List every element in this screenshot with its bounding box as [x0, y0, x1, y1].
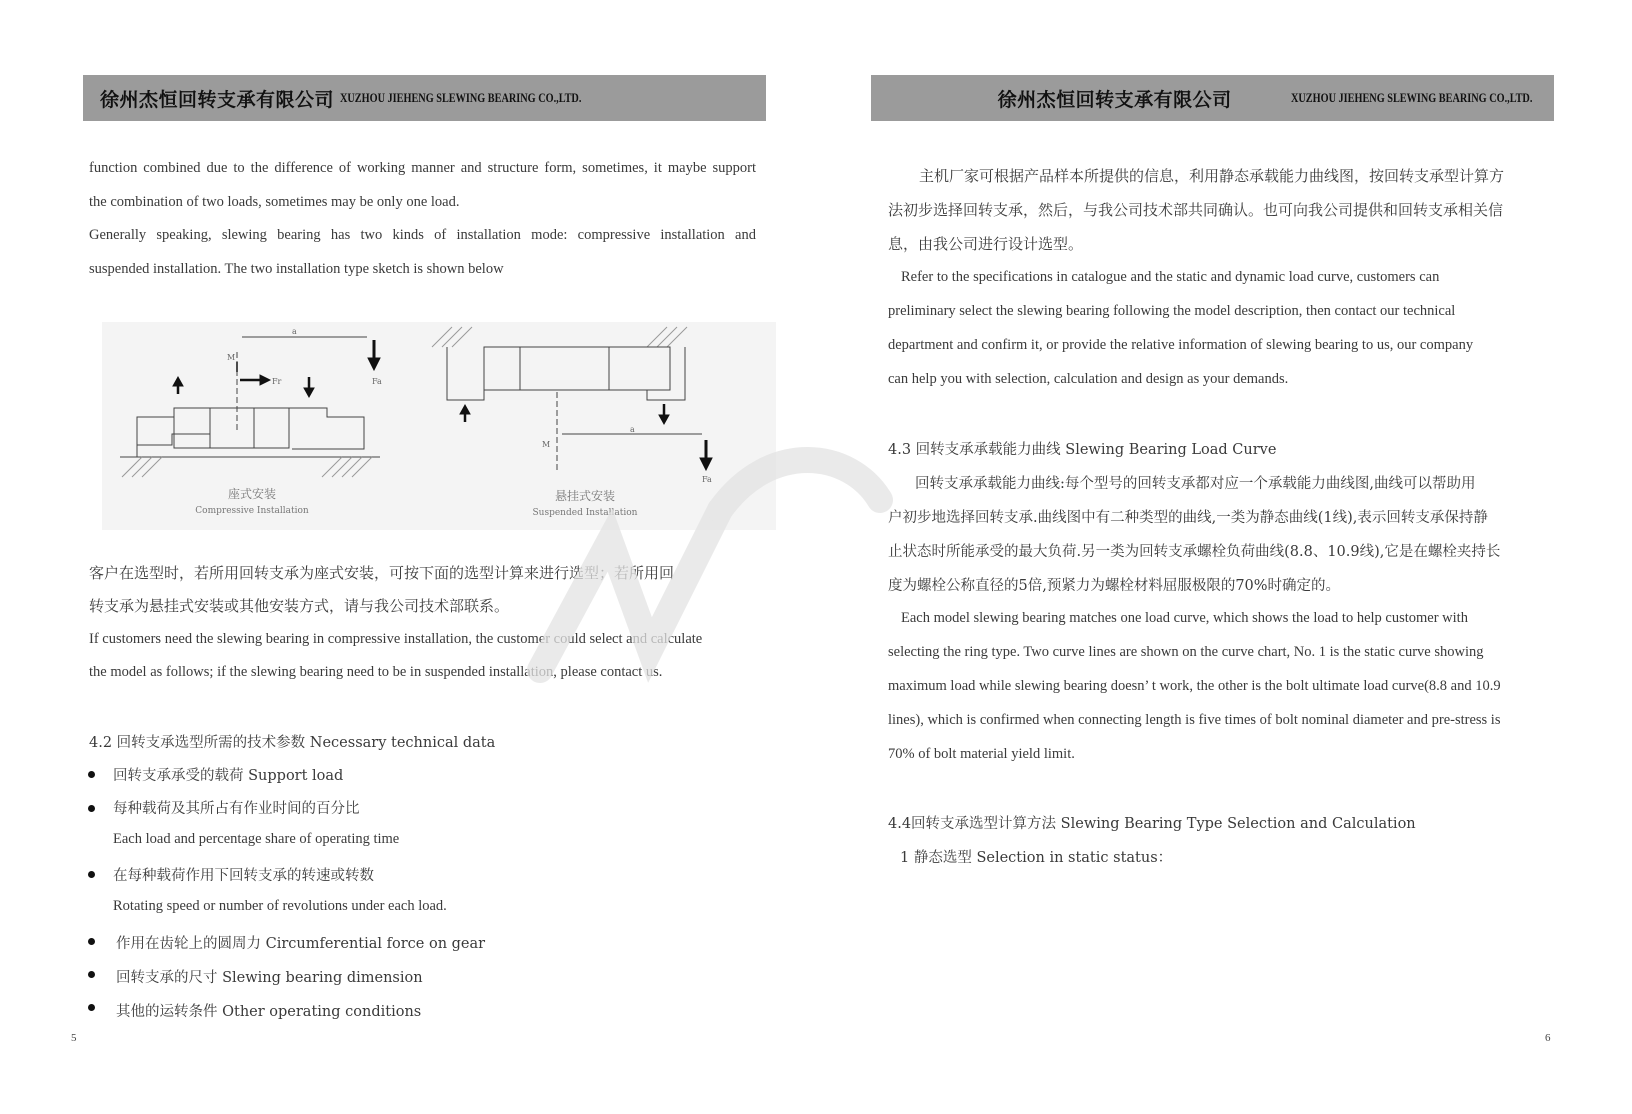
installation-sketch-figure [102, 322, 776, 530]
text-line: Refer to the specifications in catalogue and the static and dynamic load curve, customers can [901, 269, 1440, 285]
bearing-inner-ring [289, 408, 364, 449]
text-line: 法初步选择回转支承，然后，与我公司技术部共同确认。也可向我公司提供和回转支承相关信 [888, 201, 1504, 219]
text-line: the model as follows; if the slewing bearing need to be in suspended installation, please contact us. [89, 664, 663, 680]
label-m: M [227, 353, 236, 362]
text-line: suspended installation. The two installation type sketch is shown below [89, 261, 504, 277]
list-item: 作用在齿轮上的圆周力 Circumferential force on gear [116, 936, 486, 952]
text-line: can help you with selection, calculation and design as your demands. [888, 371, 1289, 387]
page-header-left [83, 75, 766, 121]
label-a: a [292, 327, 297, 336]
page-number: 6 [1545, 1032, 1551, 1044]
company-name-cn: 徐州杰恒回转支承有限公司 [100, 88, 335, 111]
page-header-right [871, 75, 1554, 121]
label-fr: Fr [272, 377, 282, 386]
label-fa: Fa [702, 475, 712, 484]
list-item: 每种载荷及其所占有作业时间的百分比 [113, 801, 360, 817]
list-item: 其他的运转条件 Other operating conditions [116, 1004, 422, 1020]
text-line: 客户在选型时，若所用回转支承为座式安装，可按下面的选型计算来进行选型；若所用回 [89, 564, 675, 582]
ceiling-hatch [432, 327, 687, 347]
text-line: maximum load while slewing bearing doesn’ t work, the other is the bolt ultimate load curve(8.8 and 10.9 [888, 678, 1501, 694]
company-name-en: XUZHOU JIEHENG SLEWING BEARING CO.,LTD. [1290, 90, 1532, 105]
bullet-dot [88, 938, 95, 945]
text-line: 70% of bolt material yield limit. [888, 746, 1075, 762]
bearing-body [174, 408, 289, 448]
text-line: 户初步地选择回转支承.曲线图中有二种类型的曲线,一类为静态曲线(1线),表示回转支承保持静 [888, 510, 1488, 526]
installation-sketch [102, 322, 776, 530]
text-line: the combination of two loads, sometimes may be only one load. [89, 194, 460, 210]
ground-hatch [122, 457, 372, 477]
text-line: 息，由我公司进行设计选型。 [888, 235, 1084, 253]
text-line: Each model slewing bearing matches one load curve, which shows the load to help customer with [901, 610, 1468, 626]
bullet-dot [88, 871, 95, 878]
text-line: function combined due to the difference of working manner and structure form, sometimes, it maybe support [89, 160, 756, 176]
caption-suspended-en: Suspended Installation [532, 508, 638, 518]
text-line: selecting the ring type. Two curve lines are shown on the curve chart, No. 1 is the static curve showing [888, 644, 1484, 660]
text-line: If customers need the slewing bearing in compressive installation, the customer could select and calculate [89, 631, 703, 647]
bullet-dot [88, 771, 95, 778]
list-item: 回转支承承受的载荷 Support load [113, 768, 344, 784]
sub-item-static-selection: 1 静态选型 Selection in static status： [900, 850, 1173, 866]
section-heading-4-2: 4.2 回转支承选型所需的技术参数 Necessary technical data [89, 735, 496, 751]
page-number: 5 [71, 1032, 77, 1044]
text-line: 止状态时所能承受的最大负荷.另一类为回转支承螺栓负荷曲线(8.8、10.9线),它是在螺栓夹持长 [888, 544, 1501, 560]
list-item: 回转支承的尺寸 Slewing bearing dimension [116, 970, 423, 986]
caption-compressive-cn: 座式安装 [227, 487, 277, 501]
company-name-en: XUZHOU JIEHENG SLEWING BEARING CO.,LTD. [340, 90, 582, 105]
bullet-dot [88, 805, 95, 812]
label-fa: Fa [372, 377, 382, 386]
caption-suspended-cn: 悬挂式安装 [554, 489, 616, 503]
list-item: 在每种载荷作用下回转支承的转速或转数 [113, 868, 374, 884]
section-heading-4-3: 4.3 回转支承承载能力曲线 Slewing Bearing Load Curve [888, 442, 1277, 458]
text-line: lines), which is confirmed when connecting length is five times of bolt nominal diameter and pre-stress is [888, 712, 1501, 728]
bullet-dot [88, 1004, 95, 1011]
text-line: 转支承为悬挂式安装或其他安装方式，请与我公司技术部联系。 [89, 597, 510, 615]
text-line: department and confirm it, or provide the relative information of slewing bearing to us, our company [888, 337, 1474, 353]
text-line: Generally speaking, slewing bearing has two kinds of installation mode: compressive installation and [89, 227, 756, 243]
label-a: a [630, 425, 635, 434]
label-m: M [542, 440, 551, 449]
bullet-dot [88, 971, 95, 978]
text-line: preliminary select the slewing bearing following the model description, then contact our technical [888, 303, 1456, 319]
list-item-sub: Rotating speed or number of revolutions under each load. [113, 898, 447, 914]
company-name-cn: 徐州杰恒回转支承有限公司 [997, 88, 1232, 111]
text-line: 度为螺栓公称直径的5倍,预紧力为螺栓材料屈服极限的70%时确定的。 [888, 578, 1341, 594]
text-line: 主机厂家可根据产品样本所提供的信息，利用静态承载能力曲线图，按回转支承型计算方 [919, 167, 1505, 185]
caption-compressive-en: Compressive Installation [195, 506, 309, 516]
list-item-sub: Each load and percentage share of operating time [113, 831, 400, 847]
text-line: 回转支承承载能力曲线:每个型号的回转支承都对应一个承载能力曲线图,曲线可以帮助用 [915, 476, 1476, 492]
section-heading-4-4: 4.4回转支承选型计算方法 Slewing Bearing Type Selection and Calculation [888, 816, 1416, 832]
bearing-body-suspended [484, 347, 670, 390]
